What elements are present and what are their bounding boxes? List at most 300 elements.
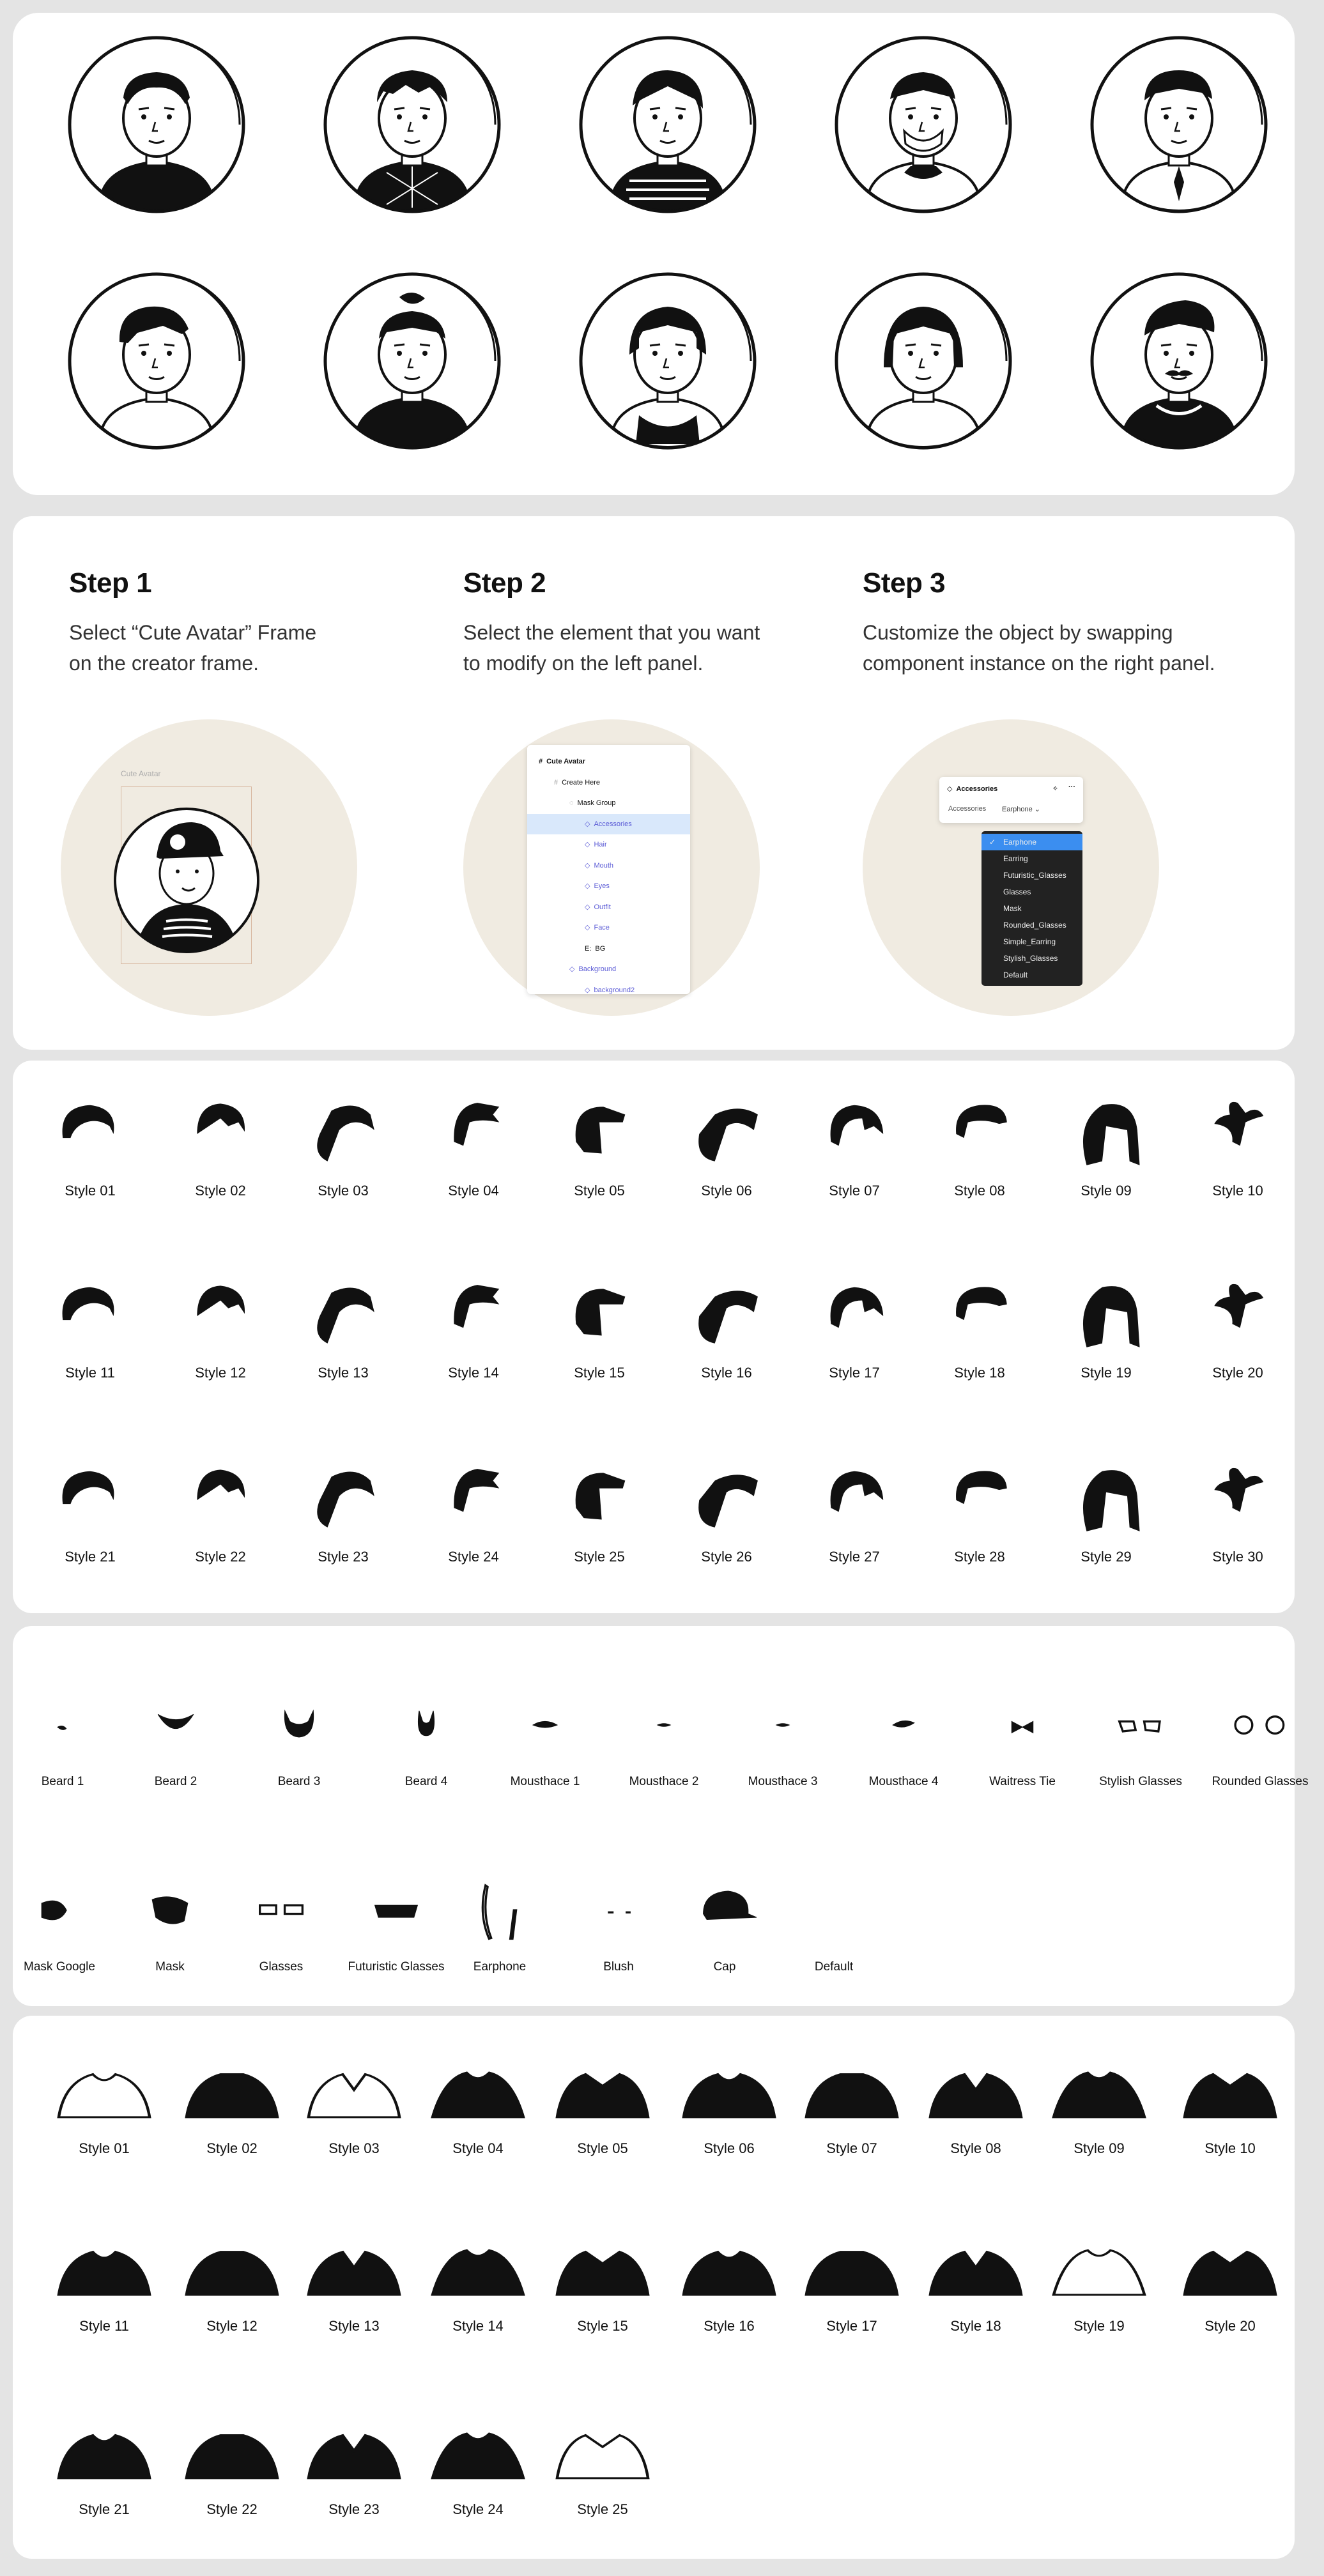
accessory-thumbnail-icon — [693, 1878, 757, 1942]
avatar-icon — [323, 35, 502, 214]
hair-thumbnail-icon — [55, 1096, 125, 1172]
group-icon: ◌ — [569, 799, 574, 807]
item-label: Style 04 — [448, 1183, 499, 1199]
hair-thumbnail-icon — [564, 1462, 635, 1538]
item-label: Style 15 — [574, 1365, 625, 1381]
item-label: Style 02 — [206, 2140, 258, 2156]
hair-item[interactable] — [542, 1096, 657, 1199]
item-label: Style 25 — [574, 1549, 625, 1565]
avatar-example — [578, 35, 757, 214]
accessory-thumbnail-icon — [394, 1693, 458, 1757]
layer-background[interactable]: ◇ Background — [569, 965, 617, 973]
item-label: Style 15 — [577, 2318, 628, 2334]
layer-mask-group[interactable]: ◌ Mask Group — [569, 799, 616, 807]
outfit-thumbnail-icon — [925, 2228, 1027, 2299]
outfit-thumbnail-icon — [181, 2228, 283, 2299]
avatar-preview-icon — [121, 787, 252, 965]
hair-thumbnail-icon — [308, 1096, 378, 1172]
hair-thumbnail-icon — [819, 1462, 889, 1538]
item-label: Beard 4 — [404, 1775, 448, 1788]
item-label: Style 16 — [701, 1365, 752, 1381]
hair-item[interactable] — [286, 1278, 401, 1381]
item-label: Cap — [713, 1960, 736, 1974]
component-icon: ◇ — [585, 986, 590, 994]
hair-item[interactable] — [797, 1462, 912, 1565]
accessory-thumbnail-icon — [364, 1878, 428, 1942]
avatar-icon — [834, 35, 1013, 214]
item-label: Style 09 — [1074, 2140, 1125, 2156]
outfit-thumbnail-icon — [53, 2412, 155, 2482]
dropdown-option[interactable]: Rounded_Glasses — [1003, 921, 1066, 930]
item-label: Style 14 — [448, 1365, 499, 1381]
hair-item[interactable] — [163, 1096, 278, 1199]
step-1 — [69, 567, 427, 678]
chevron-down-icon: ⌄ — [1034, 806, 1040, 813]
outfit-item[interactable] — [47, 2051, 162, 2157]
hair-thumbnail-icon — [819, 1278, 889, 1354]
item-label: Style 04 — [452, 2140, 504, 2156]
accessory-thumbnail-icon — [31, 1693, 95, 1757]
hair-item[interactable] — [542, 1462, 657, 1565]
hair-item[interactable] — [669, 1462, 784, 1565]
avatar-example — [834, 35, 1013, 214]
accessory-item[interactable] — [600, 1693, 728, 1789]
outfit-thumbnail-icon — [551, 2412, 654, 2482]
hair-item[interactable] — [922, 1462, 1037, 1565]
accessory-item[interactable] — [362, 1693, 490, 1789]
dropdown-option[interactable]: Default — [1003, 970, 1028, 979]
item-label: Style 21 — [65, 1549, 116, 1565]
item-label: Style 22 — [206, 2501, 258, 2517]
outfit-item[interactable] — [420, 2228, 535, 2334]
swap-icon[interactable]: ⟡ — [1052, 785, 1058, 792]
item-label: Style 01 — [65, 1183, 116, 1199]
step-2-preview — [463, 719, 760, 1016]
avatar-icon — [1089, 272, 1268, 450]
outfit-thumbnail-icon — [427, 2051, 529, 2121]
outfit-thumbnail-icon — [925, 2051, 1027, 2121]
layer-accessories[interactable]: ◇ Accessories — [527, 814, 690, 835]
item-label: Style 10 — [1212, 1183, 1263, 1199]
hair-thumbnail-icon — [55, 1462, 125, 1538]
dropdown-option[interactable]: Earring — [1003, 854, 1028, 863]
cute-avatar-frame[interactable] — [121, 786, 252, 964]
hair-thumbnail-icon — [691, 1096, 762, 1172]
hair-thumbnail-icon — [944, 1278, 1015, 1354]
item-label: Style 20 — [1205, 2318, 1256, 2334]
outfit-item[interactable] — [794, 2228, 909, 2334]
outfit-item[interactable] — [47, 2228, 162, 2334]
item-label: Style 07 — [829, 1183, 880, 1199]
layer-hair[interactable]: ◇ Hair — [585, 841, 607, 848]
hair-thumbnail-icon — [308, 1278, 378, 1354]
hair-item[interactable] — [922, 1096, 1037, 1199]
item-label: Style 18 — [954, 1365, 1005, 1381]
item-label: Rounded Glasses — [1212, 1775, 1309, 1788]
outfit-item[interactable] — [296, 2051, 412, 2157]
layer-create-here[interactable]: # Create Here — [554, 778, 601, 786]
hair-thumbnail-icon — [691, 1462, 762, 1538]
outfit-thumbnail-icon — [53, 2228, 155, 2299]
hair-item[interactable] — [1049, 1462, 1164, 1565]
hair-item[interactable] — [1180, 1278, 1295, 1381]
accessory-thumbnail-icon — [249, 1878, 313, 1942]
hair-item[interactable] — [416, 1096, 531, 1199]
step-text: Select the element that you want — [463, 621, 760, 644]
accessory-item[interactable] — [958, 1693, 1086, 1789]
hair-item[interactable] — [33, 1278, 148, 1381]
hair-item[interactable] — [416, 1462, 531, 1565]
item-label: Mask Google — [24, 1960, 95, 1974]
avatar-example — [323, 272, 502, 450]
outfit-thumbnail-icon — [1179, 2228, 1281, 2299]
component-icon: ◇ — [585, 820, 590, 828]
outfit-item[interactable] — [420, 2051, 535, 2157]
hair-thumbnail-icon — [185, 1278, 256, 1354]
hair-item[interactable] — [286, 1096, 401, 1199]
outfit-item[interactable] — [545, 2228, 660, 2334]
step-2 — [463, 567, 821, 678]
item-label: Default — [814, 1960, 854, 1974]
hair-thumbnail-icon — [438, 1462, 509, 1538]
item-label: Style 08 — [954, 1183, 1005, 1199]
item-label: Style 08 — [950, 2140, 1001, 2156]
item-label: Style 20 — [1212, 1365, 1263, 1381]
outfit-thumbnail-icon — [1179, 2051, 1281, 2121]
outfit-thumbnail-icon — [801, 2051, 903, 2121]
component-icon: ◇ — [585, 903, 590, 911]
avatar-example — [1089, 35, 1268, 214]
item-label: Style 12 — [195, 1365, 246, 1381]
outfit-thumbnail-icon — [303, 2228, 405, 2299]
item-label: Style 19 — [1074, 2318, 1125, 2334]
accessory-thumbnail-icon — [632, 1693, 696, 1757]
outfit-thumbnail-icon — [678, 2051, 780, 2121]
hair-thumbnail-icon — [1203, 1462, 1273, 1538]
accessory-item[interactable] — [770, 1878, 898, 1974]
instructions-panel — [13, 516, 1295, 1050]
layer-face[interactable]: ◇ Face — [585, 924, 610, 931]
item-label: Style 14 — [452, 2318, 504, 2334]
item-label: Style 01 — [79, 2140, 130, 2156]
frame-icon: # — [554, 778, 558, 786]
accessory-item[interactable] — [217, 1878, 345, 1974]
dropdown-option[interactable]: Simple_Earring — [1003, 937, 1056, 946]
component-icon: ◇ — [947, 785, 953, 793]
layer-bg[interactable]: E: BG — [585, 944, 606, 953]
more-icon[interactable]: ··· — [1068, 783, 1075, 791]
hair-thumbnail-icon — [1071, 1278, 1141, 1354]
accessory-thumbnail-icon — [751, 1693, 815, 1757]
property-label: Accessories — [948, 805, 987, 813]
hair-thumbnail-icon — [1071, 1096, 1141, 1172]
item-label: Style 17 — [829, 1365, 880, 1381]
step-text: on the creator frame. — [69, 652, 259, 675]
hair-item[interactable] — [797, 1278, 912, 1381]
accessory-thumbnail-icon — [802, 1878, 866, 1942]
avatar-icon — [578, 272, 757, 450]
item-label: Beard 3 — [277, 1775, 321, 1788]
hair-item[interactable] — [1180, 1462, 1295, 1565]
hair-thumbnail-icon — [564, 1278, 635, 1354]
vector-icon: E: — [585, 944, 592, 953]
outfit-item[interactable] — [420, 2412, 535, 2518]
item-label: Style 26 — [701, 1549, 752, 1565]
hair-thumbnail-icon — [691, 1278, 762, 1354]
outfit-item[interactable] — [545, 2412, 660, 2518]
hair-thumbnail-icon — [308, 1462, 378, 1538]
item-label: Glasses — [259, 1960, 304, 1974]
item-label: Beard 2 — [154, 1775, 197, 1788]
dropdown-option[interactable]: Glasses — [1003, 887, 1031, 896]
outfit-thumbnail-icon — [1048, 2228, 1150, 2299]
outfit-thumbnail-icon — [427, 2228, 529, 2299]
outfit-item[interactable] — [918, 2051, 1033, 2157]
outfit-item[interactable] — [1042, 2228, 1157, 2334]
hair-item[interactable] — [542, 1278, 657, 1381]
item-label: Style 17 — [826, 2318, 877, 2334]
avatar-icon — [323, 272, 502, 450]
item-label: Futuristic Glasses — [348, 1960, 445, 1974]
outfit-item[interactable] — [672, 2228, 787, 2334]
outfit-thumbnail-icon — [427, 2412, 529, 2482]
dropdown-option[interactable]: ✓ Earphone — [981, 834, 1082, 850]
accessories-grid — [13, 1626, 1309, 2006]
accessory-item[interactable] — [481, 1693, 609, 1789]
layers-panel — [527, 745, 690, 994]
item-label: Style 03 — [328, 2140, 380, 2156]
item-label: Style 02 — [195, 1183, 246, 1199]
outfit-item[interactable] — [296, 2412, 412, 2518]
hair-thumbnail-icon — [1203, 1096, 1273, 1172]
accessory-item[interactable] — [840, 1693, 967, 1789]
item-label: Style 22 — [195, 1549, 246, 1565]
accessory-item[interactable] — [1196, 1693, 1324, 1789]
hair-item[interactable] — [416, 1278, 531, 1381]
hair-item[interactable] — [33, 1096, 148, 1199]
accessory-thumbnail-icon — [587, 1878, 650, 1942]
step-title: Step 2 — [463, 567, 546, 599]
outfit-item[interactable] — [174, 2412, 289, 2518]
item-label: Style 24 — [452, 2501, 504, 2517]
item-label: Blush — [603, 1960, 634, 1974]
hair-thumbnail-icon — [819, 1096, 889, 1172]
outfit-item[interactable] — [1042, 2051, 1157, 2157]
step-3-preview — [863, 719, 1159, 1016]
item-label: Style 21 — [79, 2501, 130, 2517]
property-select[interactable]: Earphone ⌄ — [1002, 806, 1040, 813]
outfit-thumbnail-icon — [551, 2051, 654, 2121]
component-icon: ◇ — [585, 882, 590, 890]
check-icon: ✓ — [989, 838, 996, 847]
layer-eyes[interactable]: ◇ Eyes — [585, 882, 610, 890]
hair-item[interactable] — [669, 1096, 784, 1199]
outfit-item[interactable] — [174, 2051, 289, 2157]
hair-item[interactable] — [797, 1096, 912, 1199]
avatar-icon — [1089, 35, 1268, 214]
accessory-thumbnail-icon — [27, 1878, 91, 1942]
avatar-example — [67, 35, 246, 214]
accessory-item[interactable] — [719, 1693, 847, 1789]
avatar-icon — [67, 35, 246, 214]
accessory-thumbnail-icon — [144, 1693, 208, 1757]
outfit-item[interactable] — [672, 2051, 787, 2157]
hair-item[interactable] — [922, 1278, 1037, 1381]
outfit-item[interactable] — [174, 2228, 289, 2334]
layer-outfit[interactable]: ◇ Outfit — [585, 903, 611, 911]
hair-item[interactable] — [1049, 1096, 1164, 1199]
item-label: Mask — [155, 1960, 185, 1974]
outfit-item[interactable] — [545, 2051, 660, 2157]
item-label: Style 11 — [79, 2318, 129, 2334]
hair-item[interactable] — [1049, 1278, 1164, 1381]
hair-styles-grid — [13, 1061, 1295, 1613]
hair-item[interactable] — [669, 1278, 784, 1381]
outfit-thumbnail-icon — [551, 2228, 654, 2299]
avatar-example — [323, 35, 502, 214]
item-label: Style 09 — [1081, 1183, 1132, 1199]
instance-properties — [939, 777, 1083, 823]
step-text: component instance on the right panel. — [863, 652, 1215, 675]
item-label: Style 27 — [829, 1549, 880, 1565]
hair-thumbnail-icon — [944, 1096, 1015, 1172]
item-label: Stylish Glasses — [1099, 1775, 1182, 1788]
hair-thumbnail-icon — [1071, 1462, 1141, 1538]
component-icon: ◇ — [585, 924, 590, 931]
component-icon: ◇ — [585, 841, 590, 848]
item-label: Style 06 — [701, 1183, 752, 1199]
dropdown-option[interactable]: Futuristic_Glasses — [1003, 871, 1066, 880]
accessory-thumbnail-icon — [1228, 1693, 1292, 1757]
dropdown-option[interactable]: Mask — [1003, 904, 1022, 913]
item-label: Style 11 — [65, 1365, 115, 1381]
accessory-item[interactable] — [0, 1878, 123, 1974]
hair-thumbnail-icon — [438, 1096, 509, 1172]
item-label: Style 25 — [577, 2501, 628, 2517]
outfit-item[interactable] — [918, 2228, 1033, 2334]
accessory-thumbnail-icon — [872, 1693, 935, 1757]
avatar-showcase — [13, 13, 1295, 495]
accessory-item[interactable] — [106, 1878, 234, 1974]
hair-thumbnail-icon — [944, 1462, 1015, 1538]
item-label: Mousthace 3 — [748, 1775, 818, 1788]
outfit-thumbnail-icon — [181, 2051, 283, 2121]
item-label: Earphone — [473, 1960, 527, 1974]
outfit-item[interactable] — [1173, 2228, 1288, 2334]
item-label: Style 16 — [704, 2318, 755, 2334]
component-icon: ◇ — [585, 861, 590, 870]
avatar-example — [67, 272, 246, 450]
accessory-thumbnail-icon — [513, 1693, 577, 1757]
accessory-item[interactable] — [436, 1878, 564, 1974]
outfit-thumbnail-icon — [801, 2228, 903, 2299]
layer-root[interactable]: # Cute Avatar — [539, 758, 586, 765]
item-label: Style 13 — [318, 1365, 369, 1381]
step-title: Step 3 — [863, 567, 946, 599]
accessory-item[interactable] — [661, 1878, 789, 1974]
outfit-item[interactable] — [1173, 2051, 1288, 2157]
hair-item[interactable] — [1180, 1096, 1295, 1199]
accessory-item[interactable] — [235, 1693, 363, 1789]
accessory-item[interactable] — [112, 1693, 240, 1789]
accessory-thumbnail-icon — [138, 1878, 202, 1942]
outfit-styles-grid — [13, 2016, 1295, 2559]
item-label: Style 18 — [950, 2318, 1001, 2334]
accessory-thumbnail-icon — [267, 1693, 331, 1757]
hair-item[interactable] — [286, 1462, 401, 1565]
item-label: Style 30 — [1212, 1549, 1263, 1565]
step-1-preview — [61, 719, 357, 1016]
outfit-thumbnail-icon — [181, 2412, 283, 2482]
outfit-thumbnail-icon — [678, 2228, 780, 2299]
avatar-icon — [67, 272, 246, 450]
outfit-thumbnail-icon — [303, 2051, 405, 2121]
avatar-icon — [834, 272, 1013, 450]
item-label: Mousthace 1 — [510, 1775, 580, 1788]
layer-background2[interactable]: ◇ background2 — [585, 986, 635, 994]
item-label: Style 05 — [577, 2140, 628, 2156]
avatar-example — [1089, 272, 1268, 450]
accessory-item[interactable] — [1077, 1693, 1205, 1789]
item-label: Style 12 — [206, 2318, 258, 2334]
outfit-item[interactable] — [296, 2228, 412, 2334]
item-label: Style 05 — [574, 1183, 625, 1199]
frame-label: Cute Avatar — [121, 769, 161, 778]
item-label: Beard 1 — [41, 1775, 84, 1788]
frame-icon: # — [539, 758, 543, 765]
outfit-thumbnail-icon — [53, 2051, 155, 2121]
item-label: Waitress Tie — [989, 1775, 1056, 1788]
accessory-thumbnail-icon — [1109, 1693, 1173, 1757]
item-label: Style 10 — [1205, 2140, 1256, 2156]
accessory-thumbnail-icon — [468, 1878, 532, 1942]
outfit-thumbnail-icon — [303, 2412, 405, 2482]
outfit-thumbnail-icon — [1048, 2051, 1150, 2121]
dropdown-option[interactable]: Stylish_Glasses — [1003, 954, 1058, 963]
step-title: Step 1 — [69, 567, 152, 599]
hair-thumbnail-icon — [1203, 1278, 1273, 1354]
item-label: Style 28 — [954, 1549, 1005, 1565]
accessory-item[interactable] — [0, 1693, 127, 1789]
item-label: Style 23 — [328, 2501, 380, 2517]
hair-thumbnail-icon — [438, 1278, 509, 1354]
layer-mouth[interactable]: ◇ Mouth — [585, 861, 614, 870]
hair-thumbnail-icon — [564, 1096, 635, 1172]
hair-thumbnail-icon — [55, 1278, 125, 1354]
item-label: Style 24 — [448, 1549, 499, 1565]
item-label: Style 06 — [704, 2140, 755, 2156]
hair-thumbnail-icon — [185, 1462, 256, 1538]
hair-thumbnail-icon — [185, 1096, 256, 1172]
component-title: ◇ Accessories — [947, 785, 998, 793]
item-label: Style 03 — [318, 1183, 369, 1199]
item-label: Style 19 — [1081, 1365, 1132, 1381]
hair-item[interactable] — [163, 1462, 278, 1565]
avatar-icon — [578, 35, 757, 214]
item-label: Style 07 — [826, 2140, 877, 2156]
step-text: Select “Cute Avatar” Frame — [69, 621, 317, 644]
item-label: Mousthace 4 — [868, 1775, 939, 1788]
accessory-thumbnail-icon — [990, 1693, 1054, 1757]
hair-item[interactable] — [33, 1462, 148, 1565]
step-text: to modify on the left panel. — [463, 652, 704, 675]
item-label: Style 29 — [1081, 1549, 1132, 1565]
avatar-example — [834, 272, 1013, 450]
hair-item[interactable] — [163, 1278, 278, 1381]
outfit-item[interactable] — [794, 2051, 909, 2157]
item-label: Style 23 — [318, 1549, 369, 1565]
outfit-item[interactable] — [47, 2412, 162, 2518]
